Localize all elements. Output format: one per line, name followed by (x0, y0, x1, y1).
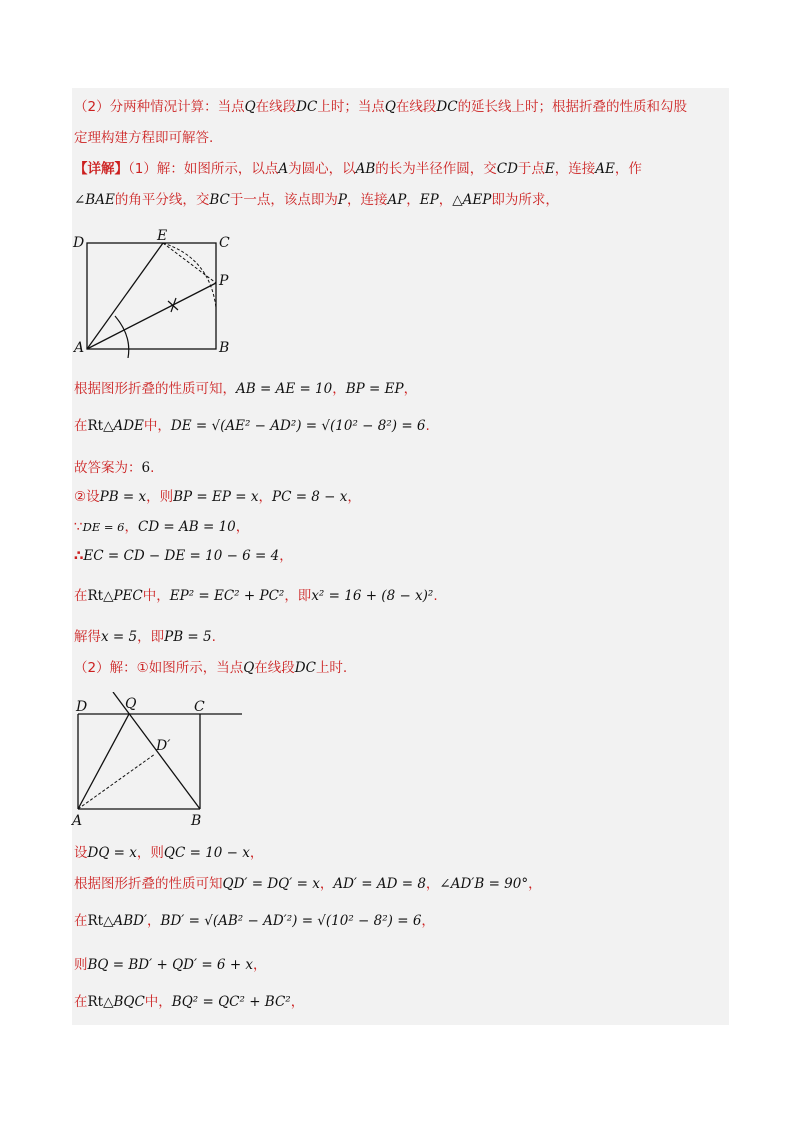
text-line: 设DQ = x，则QC = 10 − x， (74, 845, 264, 861)
text-line: （2）解：①如图所示，当点Q在线段DC上时. (74, 660, 348, 676)
text-line: 解得x = 5，即PB = 5. (74, 629, 216, 645)
text-line: 定理构建方程即可解答. (74, 130, 214, 146)
segment-ap (87, 283, 216, 349)
text-line: 在Rt△ADE中，DE = √(AE² − AD²) = √(10² − 8²) = 6. (74, 418, 430, 434)
text-line: ∠BAE的角平分线，交BC于一点，该点即为P，连接AP，EP，△AEP即为所求， (74, 192, 559, 208)
label-p: P (219, 273, 229, 289)
figure-2-fold (70, 692, 250, 832)
label-a: A (74, 340, 85, 356)
label-d: D (73, 235, 85, 251)
segment-aq (78, 714, 129, 809)
text-line: 则BQ = BD′ + QD′ = 6 + x， (74, 957, 267, 973)
label-e: E (157, 228, 168, 244)
text-line: ∵DE = 6，CD = AB = 10， (74, 519, 250, 535)
arc-angle (115, 316, 129, 358)
text-line: 根据图形折叠的性质可知，AB = AE = 10，BP = EP， (74, 381, 418, 397)
label-q: Q (125, 696, 137, 712)
label-d-prime: D′ (156, 738, 171, 754)
segment-ep-dashed (163, 243, 216, 283)
label-b: B (219, 340, 230, 356)
text-line: （2）分两种情况计算：当点Q在线段DC上时；当点Q在线段DC的延长线上时；根据折叠的性质和勾股 (74, 99, 688, 115)
label-d: D (76, 699, 88, 715)
label-c: C (219, 235, 230, 251)
text-line: 故答案为：6. (74, 460, 155, 476)
text-line: 在Rt△BQC中，BQ² = QC² + BC²， (74, 994, 305, 1010)
text-line: 【详解】（1）解：如图所示，以点A为圆心，以AB的长为半径作圆，交CD于点E，连接AE，作 (74, 161, 642, 177)
text-line: ∴EC = CD − DE = 10 − 6 = 4， (74, 548, 293, 564)
label-a: A (72, 813, 83, 829)
text-line: ②设PB = x，则BP = EP = x，PC = 8 − x， (74, 489, 361, 505)
text-line: 根据图形折叠的性质可知QD′ = DQ′ = x，AD′ = AD = 8，∠AD′B = 90°， (74, 876, 542, 892)
text-line: 在Rt△PEC中，EP² = EC² + PC²，即x² = 16 + (8 − x)². (74, 588, 438, 604)
label-b: B (191, 813, 202, 829)
label-c: C (194, 699, 205, 715)
segment-ad-prime-dashed (78, 754, 155, 809)
text-line: 在Rt△ABD′，BD′ = √(AB² − AD′²) = √(10² − 8²) = 6， (74, 913, 435, 929)
figure-1-construction (70, 228, 250, 358)
cross-mark (168, 298, 178, 312)
detail-tag: 【详解】 (74, 161, 128, 177)
